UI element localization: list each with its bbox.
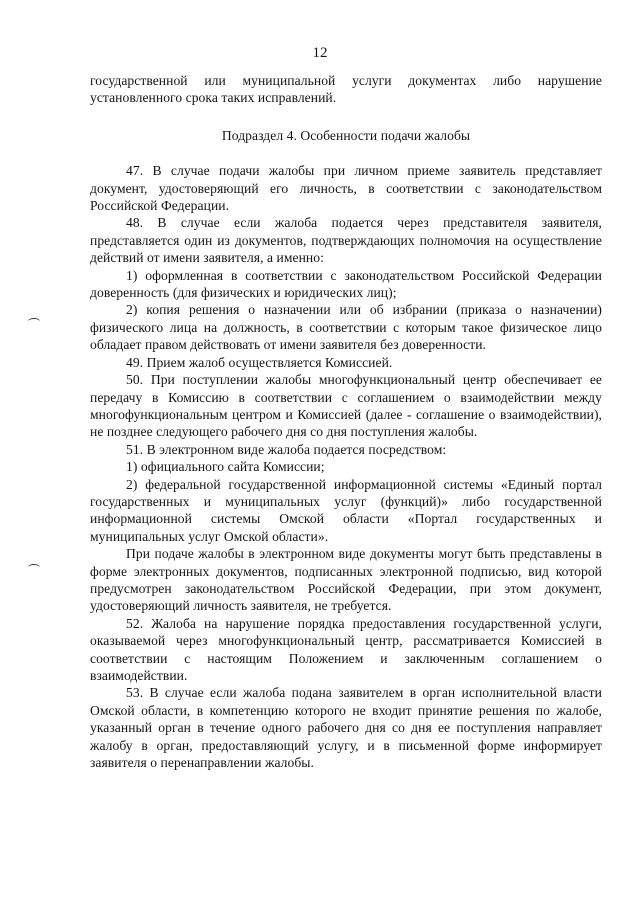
paragraph-53: 53. В случае если жалоба подана заявителем в орган исполнительной власти Омской области, в компетенцию которого не входит принятие решения по жалобе, указанный орган в течение одного рабочего дня со дня ее поступления направляет жалобу в орган, предоставляющий услугу, и в письменной форме информирует заявителя о перенаправлении жалобы.: [90, 685, 602, 771]
lead-paragraph: государственной или муниципальной услуги документах либо нарушение установленного срока таких исправлений.: [90, 73, 602, 106]
paragraph-48: 48. В случае если жалоба подается через представителя заявителя, представляется один из документов, подтверждающих полномочия на осуществление действий от имени заявителя, а именно:: [90, 215, 602, 266]
paragraph-48-item-1: 1) оформленная в соответствии с законодательством Российской Федерации доверенность (для физических и юридических лиц);: [90, 267, 602, 301]
margin-mark-bottom: [28, 564, 40, 571]
paragraph-51-item-1: 1) официального сайта Комиссии;: [126, 459, 325, 475]
paragraph-49: 49. Прием жалоб осуществляется Комиссией.: [126, 354, 393, 370]
paragraph-47: 47. В случае подачи жалобы при личном приеме заявитель представляет документ, удостоверяющий его личность, в соответствии с законодательством Российской Федерации.: [90, 163, 602, 214]
section-heading: Подраздел 4. Особенности подачи жалобы: [221, 127, 471, 143]
document-body: [90, 72, 602, 771]
margin-mark-top: [28, 318, 40, 325]
paragraph-51: 51. В электронном виде жалоба подается посредством:: [126, 441, 447, 457]
paragraph-50: 50. При поступлении жалобы многофункциональный центр обеспечивает ее передачу в Комиссию в соответствии с соглашением о взаимодействии между многофункциональным центром и Комиссией (далее - соглашение о взаимодействии), не позднее следующего рабочего дня со дня поступления жалобы.: [90, 372, 602, 440]
paragraph-52: 52. Жалоба на нарушение порядка предоставления государственной услуги, оказываемой через многофункциональный центр, рассматривается Комиссией в соответствии с настоящим Положением и заключенным соглашением о взаимодействии.: [90, 615, 602, 683]
paragraph-51-item-2: 2) федеральной государственной информационной системы «Единый портал государственных и муниципальных услуг (функций)» либо государственной информационной системы Омской области «Портал государственных и муниципальных услуг Омской области».: [90, 476, 602, 544]
page-number: 12: [312, 45, 328, 61]
paragraph-48-item-2: 2) копия решения о назначении или об избрании (приказа о назначении) физического лица на должность, в соответствии с которым такое физическое лицо обладает правом действовать от имени заявителя без доверенности.: [90, 302, 602, 353]
paragraph-electronic-documents: При подаче жалобы в электронном виде документы могут быть представлены в форме электронных документов, подписанных электронной подписью, вид которой предусмотрен законодательством Российской Федерации, при этом документ, удостоверяющий личность заявителя, не требуется.: [90, 546, 602, 614]
